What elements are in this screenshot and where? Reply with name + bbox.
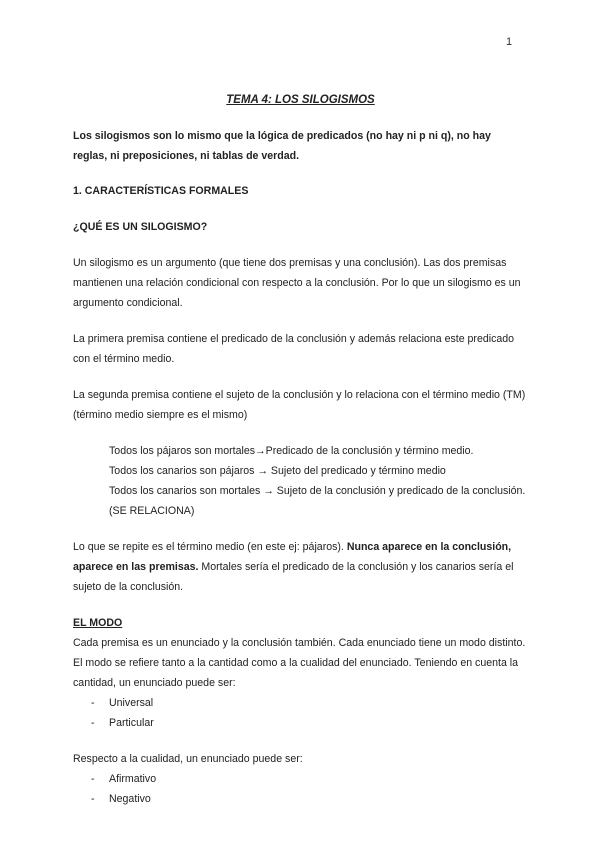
paragraph-first-premise: La primera premisa contiene el predicado de la conclusión y además relaciona este predicado con el término medio. bbox=[73, 333, 515, 365]
modo-paragraph: Cada premisa es un enunciado y la conclusión también. Cada enunciado tiene un modo distinto. El modo se refiere tanto a la cantidad como a la cualidad del enunciado. Teniendo en cuenta la cantidad, un enunciado puede ser: bbox=[73, 637, 526, 689]
cantidad-list bbox=[73, 693, 528, 733]
question-heading: ¿QUÉ ES UN SILOGISMO? bbox=[73, 221, 208, 233]
list-item-label: Universal bbox=[109, 697, 154, 709]
middle-term-text-end: Mortales sería el predicado de la conclusión y los canarios sería el sujeto de la conclusión. bbox=[73, 561, 514, 593]
section-heading: 1. CARACTERÍSTICAS FORMALES bbox=[73, 185, 249, 197]
paragraph-definition: Un silogismo es un argumento (que tiene dos premisas y una conclusión). Las dos premisas mantienen una relación condicional con respecto a la conclusión. Por lo que un silogismo es un argumento condicional. bbox=[73, 257, 521, 309]
paragraph-second-premise: La segunda premisa contiene el sujeto de la conclusión y lo relaciona con el término medio (TM) (término medio siempre es el mismo) bbox=[73, 389, 526, 421]
list-item bbox=[73, 789, 528, 809]
example-block bbox=[73, 441, 528, 521]
page-content bbox=[73, 90, 528, 809]
list-item bbox=[73, 769, 528, 789]
cualidad-list bbox=[73, 769, 528, 809]
middle-term-text: Lo que se repite es el término medio (en este ej: pájaros). bbox=[73, 541, 347, 553]
example-line: Todos los canarios son pájaros → Sujeto del predicado y término medio bbox=[109, 465, 446, 477]
dash-bullet: - bbox=[91, 697, 95, 709]
list-item-label: Particular bbox=[109, 717, 154, 729]
list-item bbox=[73, 713, 528, 733]
example-line: Todos los canarios son mortales → Sujeto de la conclusión y predicado de la conclusión. (SE RELACIONA) bbox=[109, 485, 526, 517]
list-item-label: Negativo bbox=[109, 793, 151, 805]
example-line: Todos los pájaros son mortales→Predicado de la conclusión y término medio. bbox=[109, 445, 474, 457]
dash-bullet: - bbox=[91, 773, 95, 785]
middle-term-emphasis: Nunca aparece en la conclusión, aparece en las premisas. bbox=[73, 541, 512, 573]
intro-paragraph: Los silogismos son lo mismo que la lógica de predicados (no hay ni p ni q), no hay reglas, ni preposiciones, ni tablas de verdad. bbox=[73, 130, 491, 162]
dash-bullet: - bbox=[91, 793, 95, 805]
modo-heading: EL MODO bbox=[73, 617, 123, 629]
cualidad-intro: Respecto a la cualidad, un enunciado puede ser: bbox=[73, 753, 303, 765]
page-number: 1 bbox=[506, 36, 513, 48]
list-item-label: Afirmativo bbox=[109, 773, 157, 785]
list-item bbox=[73, 693, 528, 713]
paragraph-middle-term bbox=[73, 537, 528, 597]
dash-bullet: - bbox=[91, 717, 95, 729]
document-title: TEMA 4: LOS SILOGISMOS bbox=[226, 94, 375, 106]
